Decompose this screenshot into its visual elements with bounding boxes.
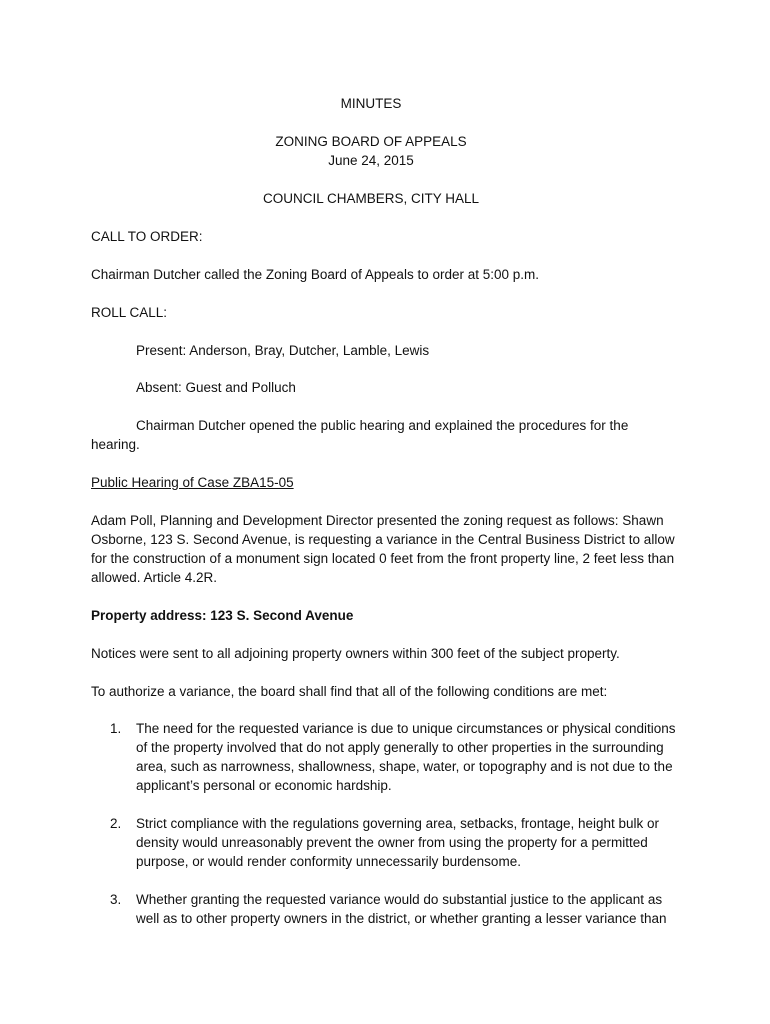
list-item-text: The need for the requested variance is due to unique circumstances or physical conditions of the property involved that do not apply generally to other properties in the surrounding area, such as narrowness, shallowness, shape, water, or topography and is not due to the applicant’s personal or economic hardship. (136, 721, 676, 793)
list-item-text: Strict compliance with the regulations governing area, setbacks, frontage, height bulk or density would unreasonably prevent the owner from using the property for a permitted purpose, or would render conformity unnecessarily burdensome. (136, 816, 660, 869)
hearing-heading (91, 473, 686, 492)
document-title: MINUTES (340, 96, 402, 111)
list-item-text: Whether granting the requested variance would do substantial justice to the applicant as well as to other property owners in the district, or whether granting a lesser variance than (136, 892, 667, 926)
hearing-heading-text: Public Hearing of Case ZBA15-05 (91, 475, 294, 490)
list-item-number: 2. (110, 816, 122, 831)
list-item-number: 3. (110, 892, 122, 907)
meeting-date: June 24, 2015 (328, 153, 414, 168)
notices-text: Notices were sent to all adjoining property owners within 300 feet of the subject property. (91, 646, 620, 661)
zoning-request-paragraph: Adam Poll, Planning and Development Director presented the zoning request as follows: Shawn Osborne, 123 S. Second Avenue, is requesting a variance in the Central Business District to allow for the construction of a monument sign located 0 feet from the front property line, 2 feet less than allowed. Article 4.2R. (91, 513, 675, 585)
call-to-order-text: Chairman Dutcher called the Zoning Board of Appeals to order at 5:00 p.m. (91, 267, 540, 282)
board-name: ZONING BOARD OF APPEALS (275, 134, 467, 149)
call-to-order-heading: CALL TO ORDER: (91, 229, 203, 244)
meeting-location: COUNCIL CHAMBERS, CITY HALL (262, 191, 480, 206)
hearing-opening-line2: hearing. (91, 437, 140, 452)
roll-call-present: Present: Anderson, Bray, Dutcher, Lamble, Lewis (136, 343, 430, 358)
conditions-intro: To authorize a variance, the board shall find that all of the following conditions are met: (91, 684, 608, 699)
hearing-opening-line1: Chairman Dutcher opened the public hearing and explained the procedures for the (136, 418, 629, 433)
roll-call-heading: ROLL CALL: (91, 305, 168, 320)
roll-call-absent: Absent: Guest and Polluch (136, 380, 296, 395)
list-item-number: 1. (110, 721, 122, 736)
property-address: Property address: 123 S. Second Avenue (91, 608, 354, 623)
